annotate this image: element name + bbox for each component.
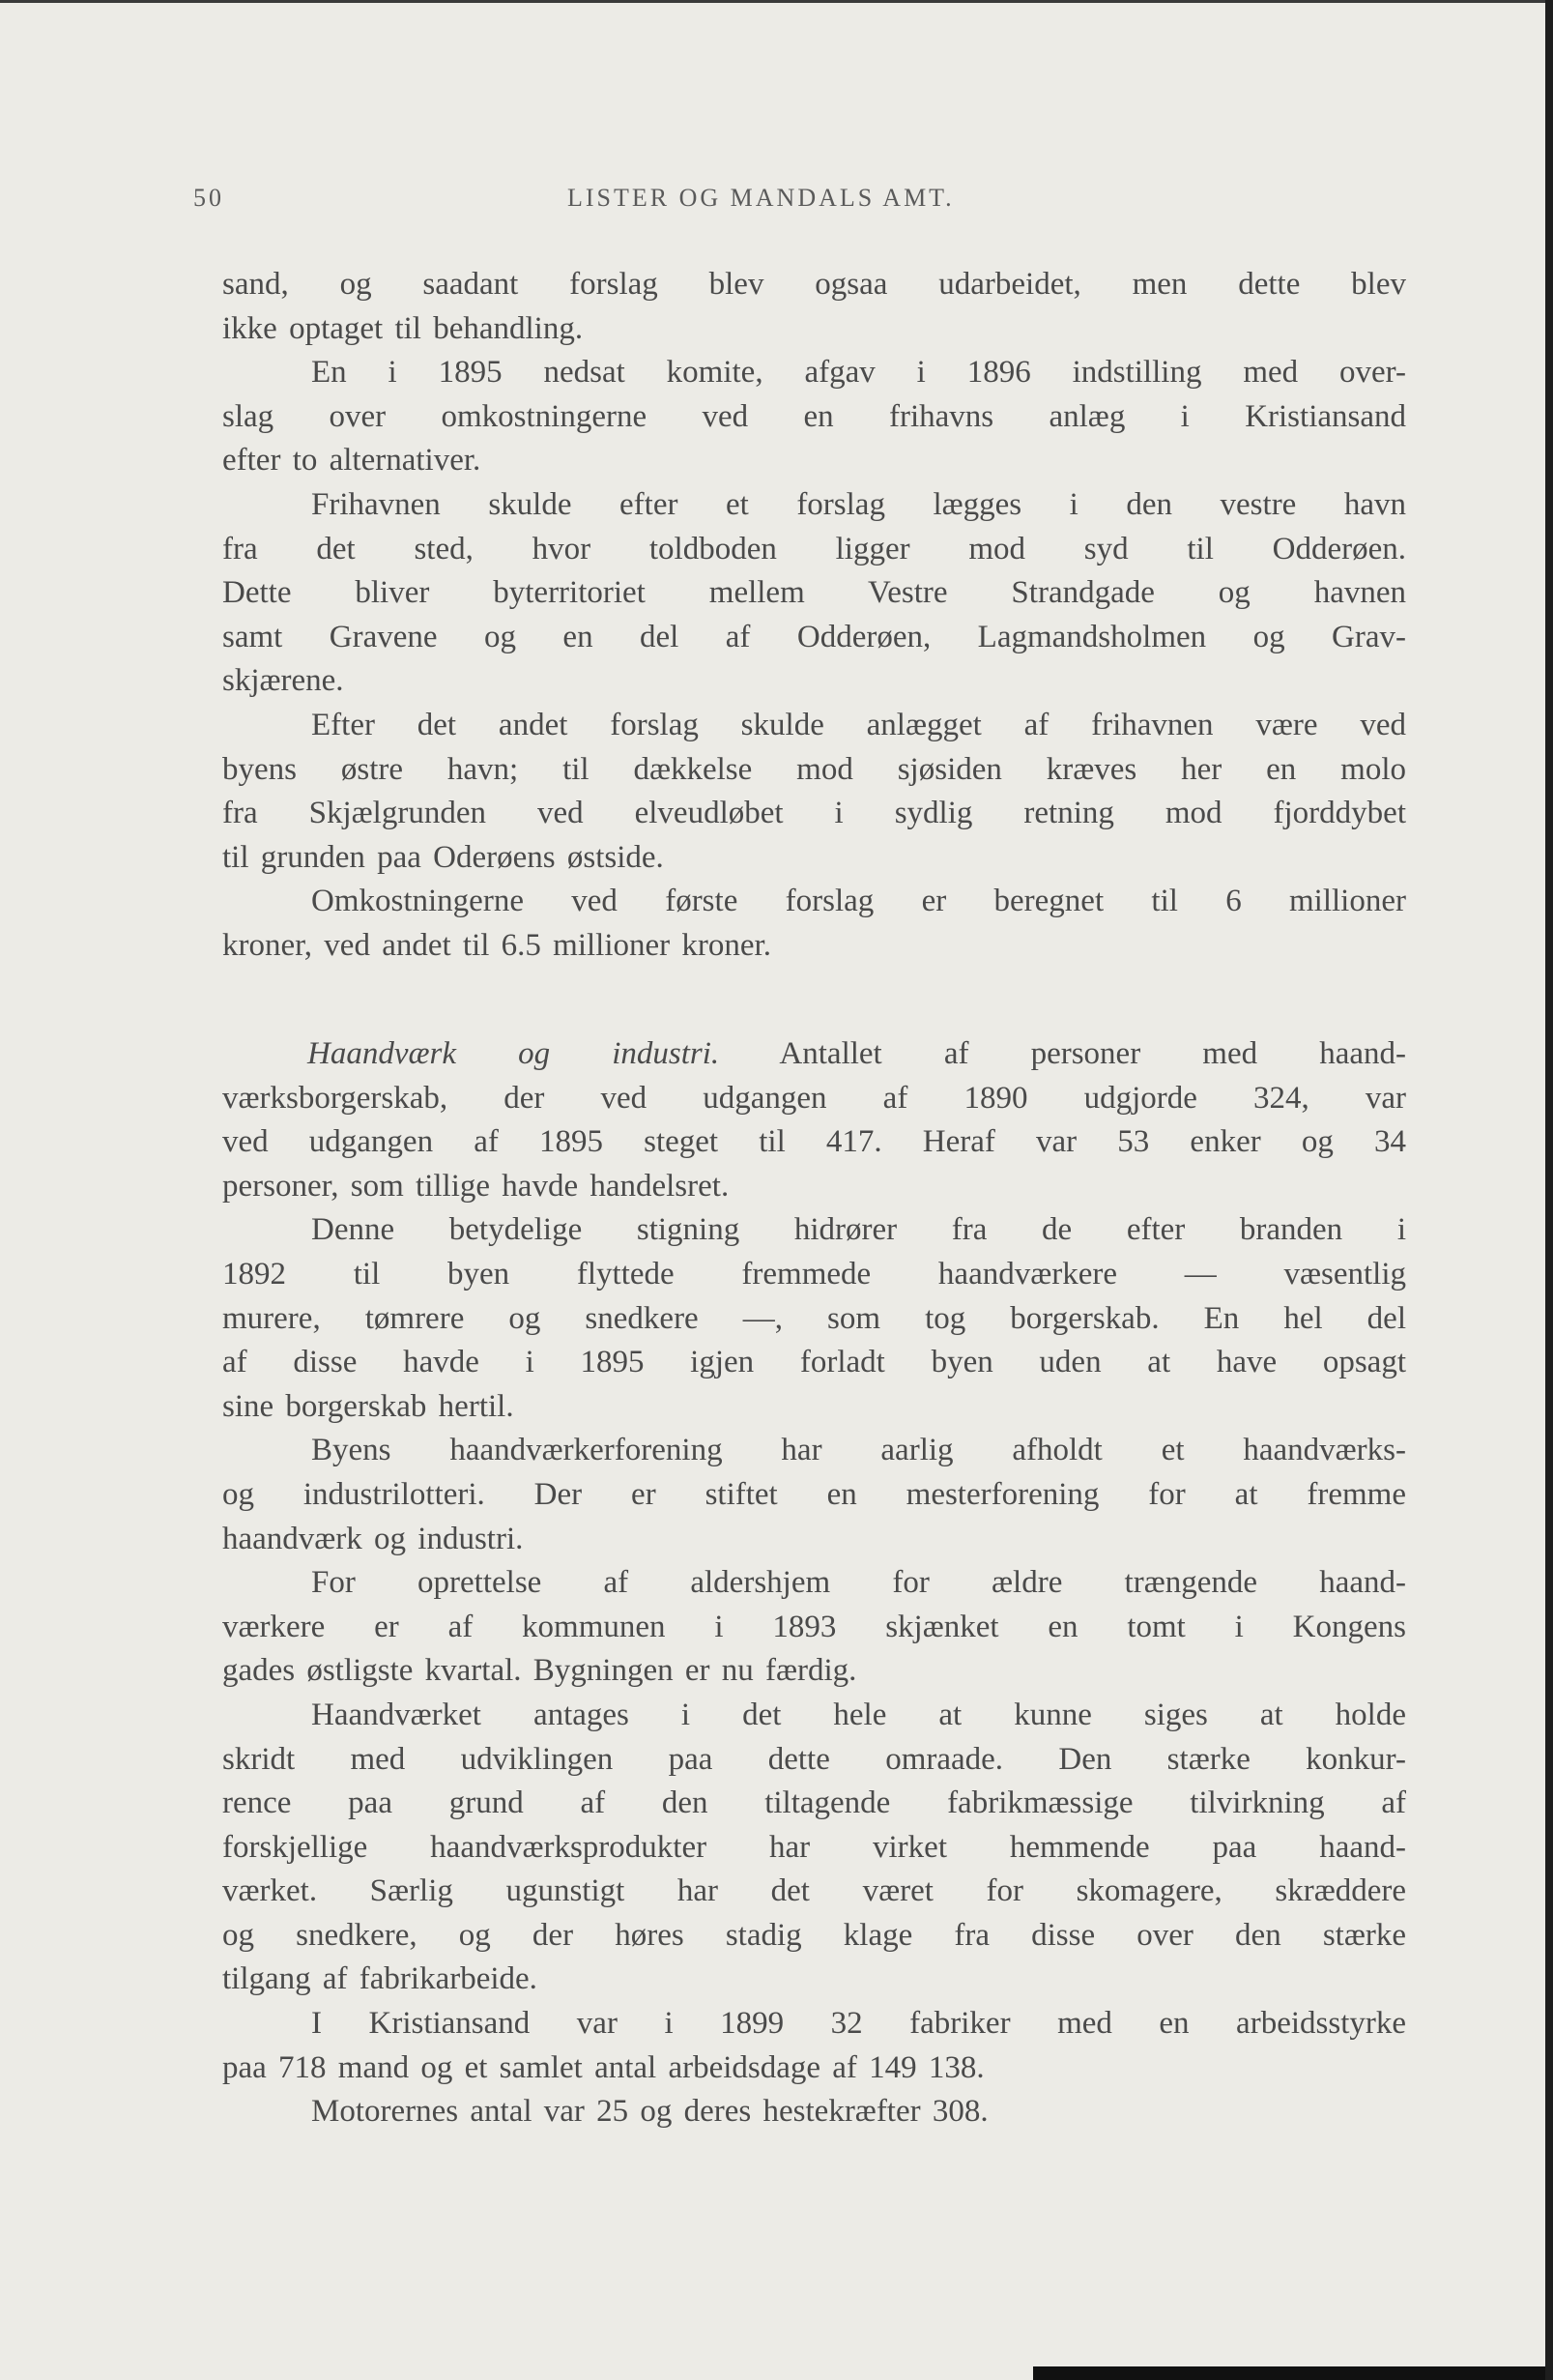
text-line: gades østligste kvartal. Bygningen er nu færdig. (222, 1653, 857, 1689)
text-line: samt Gravene og en del af Odderøen, Lagmandsholmen og Grav- (222, 619, 1406, 654)
text-line: rence paa grund af den tiltagende fabrikmæssige tilvirkning af (222, 1785, 1406, 1821)
text-line: haandværk og industri. (222, 1521, 524, 1556)
text-line: værkere er af kommunen i 1893 skjænket en tomt i Kongens (222, 1609, 1406, 1644)
section-first-line-rest: Antallet af personer med haand- (719, 1036, 1407, 1071)
text-line: skjærene. (222, 663, 344, 699)
paragraph-block-frihavn (222, 263, 1406, 969)
scan-edge-top (0, 0, 1553, 3)
text-line: 1892 til byen flyttede fremmede haandværkere — væsentlig (222, 1256, 1406, 1292)
text-line: Denne betydelige stigning hidrører fra de efter branden i (311, 1212, 1406, 1248)
text-line: personer, som tillige havde handelsret. (222, 1168, 730, 1204)
text-line: Dette bliver byterritoriet mellem Vestre Strandgade og havnen (222, 575, 1406, 611)
text-line: Motorernes antal var 25 og deres hestekræfter 308. (311, 2094, 989, 2130)
running-head (0, 184, 1553, 222)
text-line: I Kristiansand var i 1899 32 fabriker med en arbeidsstyrke (311, 2006, 1406, 2042)
text-line: fra det sted, hvor toldboden ligger mod syd til Odderøen. (222, 531, 1406, 566)
text-line: til grunden paa Oderøens østside. (222, 839, 664, 875)
paragraph-block-haandvaerk (222, 1032, 1406, 2134)
text-line: byens østre havn; til dækkelse mod sjøsiden kræves her en molo (222, 751, 1406, 787)
text-line: forskjellige haandværksprodukter har virket hemmende paa haand- (222, 1829, 1406, 1865)
text-line: tilgang af fabrikarbeide. (222, 1961, 537, 1997)
text-line: paa 718 mand og et samlet antal arbeidsdage af 149 138. (222, 2049, 985, 2085)
running-title: LISTER OG MANDALS AMT. (567, 184, 955, 212)
text-line: Frihavnen skulde efter et forslag lægges i den vestre havn (311, 486, 1406, 522)
section-title: Haandværk og industri. (307, 1036, 720, 1071)
text-line: værksborgerskab, der ved udgangen af 1890 udgjorde 324, var (222, 1080, 1406, 1116)
text-line: og snedkere, og der høres stadig klage fra disse over den stærke (222, 1917, 1406, 1953)
text-line: murere, tømrere og snedkere —, som tog borgerskab. En hel del (222, 1300, 1406, 1336)
text-line: En i 1895 nedsat komite, afgav i 1896 indstilling med over- (311, 355, 1406, 391)
text-line: kroner, ved andet til 6.5 millioner kroner. (222, 927, 771, 963)
page-number: 50 (193, 184, 224, 212)
text-line: For oprettelse af aldershjem for ældre trængende haand- (311, 1565, 1406, 1601)
text-line (222, 1032, 1406, 1077)
text-line: værket. Særlig ugunstigt har det været for skomagere, skræddere (222, 1873, 1406, 1909)
text-line: og industrilotteri. Der er stiftet en mesterforening for at fremme (222, 1476, 1406, 1512)
text-line: ikke optaget til behandling. (222, 310, 584, 346)
text-line: Efter det andet forslag skulde anlægget af frihavnen være ved (311, 707, 1406, 742)
text-line: Byens haandværkerforening har aarlig afholdt et haandværks- (311, 1433, 1406, 1468)
text-line: Haandværket antages i det hele at kunne siges at holde (311, 1697, 1406, 1732)
text-line: sine borgerskab hertil. (222, 1388, 514, 1424)
scan-edge-right (1545, 0, 1553, 2380)
text-line: ved udgangen af 1895 steget til 417. Heraf var 53 enker og 34 (222, 1124, 1406, 1160)
text-line: slag over omkostningerne ved en frihavns anlæg i Kristiansand (222, 398, 1406, 434)
text-line: Omkostningerne ved første forslag er beregnet til 6 millioner (311, 884, 1406, 919)
text-line: af disse havde i 1895 igjen forladt byen uden at have opsagt (222, 1345, 1406, 1380)
scan-edge-bottom (1033, 2366, 1545, 2380)
text-line: fra Skjælgrunden ved elveudløbet i sydlig retning mod fjorddybet (222, 796, 1406, 831)
text-line: sand, og saadant forslag blev ogsaa udarbeidet, men dette blev (222, 267, 1406, 302)
text-line: skridt med udviklingen paa dette omraade. Den stærke konkur- (222, 1741, 1406, 1777)
text-line: efter to alternativer. (222, 443, 481, 479)
